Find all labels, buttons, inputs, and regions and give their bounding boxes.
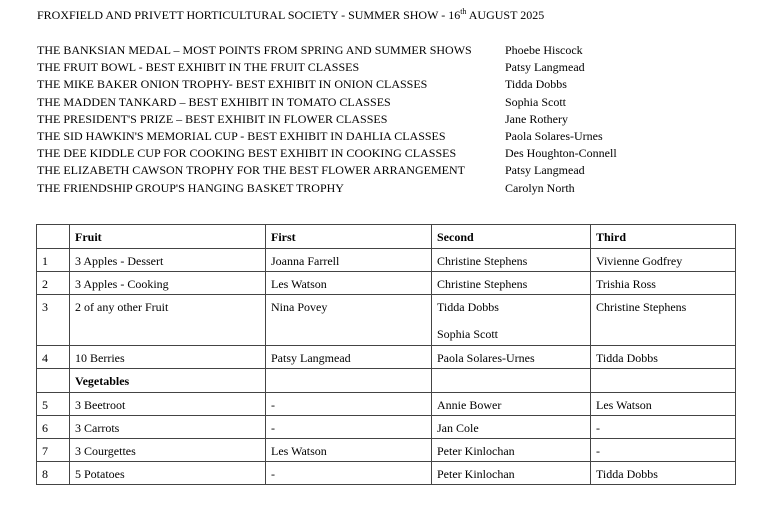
trophy-winner: Patsy Langmead — [505, 60, 585, 75]
header-fruit: Fruit — [70, 225, 266, 249]
class-entry: 5 Potatoes — [70, 462, 266, 485]
table-row — [37, 462, 736, 485]
second-place: Peter Kinlochan — [432, 462, 591, 485]
trophy-name: THE DEE KIDDLE CUP FOR COOKING BEST EXHIBIT IN COOKING CLASSES — [37, 146, 457, 161]
table-row — [37, 346, 736, 369]
class-number: 1 — [37, 249, 70, 272]
trophy-name: THE MIKE BAKER ONION TROPHY- BEST EXHIBIT IN ONION CLASSES — [37, 77, 428, 92]
section-vegetables: Vegetables — [70, 369, 266, 393]
second-place — [432, 295, 591, 346]
third-place: Vivienne Godfrey — [591, 249, 736, 272]
second-place: Peter Kinlochan — [432, 439, 591, 462]
trophy-winner: Jane Rothery — [505, 111, 568, 126]
trophy-winner: Paola Solares-Urnes — [505, 128, 603, 143]
class-entry: 3 Apples - Dessert — [70, 249, 266, 272]
table-row — [37, 439, 736, 462]
trophy-name: THE SID HAWKIN'S MEMORIAL CUP - BEST EXHIBIT IN DAHLIA CLASSES — [37, 128, 446, 143]
trophy-winner: Phoebe Hiscock — [505, 43, 583, 57]
second-place: Christine Stephens — [432, 272, 591, 295]
second-place-name: Tidda Dobbs — [437, 300, 499, 314]
trophy-row — [37, 42, 657, 59]
first-place: - — [266, 393, 432, 416]
trophy-row — [37, 94, 657, 111]
trophy-winner: Tidda Dobbs — [505, 77, 567, 92]
class-entry: 3 Carrots — [70, 416, 266, 439]
third-place: Tidda Dobbs — [591, 462, 736, 485]
class-number: 6 — [37, 416, 70, 439]
trophy-winner: Sophia Scott — [505, 94, 567, 109]
trophy-name: THE BANKSIAN MEDAL – MOST POINTS FROM SPRING AND SUMMER SHOWS — [37, 43, 472, 57]
class-number: 5 — [37, 393, 70, 416]
section-second — [432, 369, 591, 393]
second-place: Christine Stephens — [432, 249, 591, 272]
table-row — [37, 295, 736, 346]
second-place-extra-name: Sophia Scott — [437, 327, 499, 341]
first-place: Les Watson — [266, 439, 432, 462]
third-place: Tidda Dobbs — [591, 346, 736, 369]
third-place: - — [591, 416, 736, 439]
trophy-row — [37, 111, 657, 128]
class-entry: 10 Berries — [70, 346, 266, 369]
first-place: Joanna Farrell — [266, 249, 432, 272]
trophy-row — [37, 59, 657, 76]
class-number: 3 — [37, 295, 70, 346]
table-row — [37, 416, 736, 439]
trophy-name: THE ELIZABETH CAWSON TROPHY FOR THE BEST FLOWER ARRANGEMENT — [37, 163, 465, 178]
class-number: 7 — [37, 439, 70, 462]
trophy-name: THE PRESIDENT'S PRIZE – BEST EXHIBIT IN FLOWER CLASSES — [37, 111, 388, 126]
header-second: Second — [432, 225, 591, 249]
trophy-row — [37, 145, 657, 162]
table-row — [37, 249, 736, 272]
page-title — [37, 8, 544, 23]
third-place: Christine Stephens — [591, 295, 736, 346]
table-row — [37, 393, 736, 416]
trophy-list — [37, 42, 657, 197]
title-main: FROXFIELD AND PRIVETT HORTICULTURAL SOCIETY - SUMMER SHOW - 16 — [37, 8, 461, 22]
class-number: 2 — [37, 272, 70, 295]
second-place: Jan Cole — [432, 416, 591, 439]
title-tail: AUGUST 2025 — [466, 8, 545, 22]
class-entry: 3 Apples - Cooking — [70, 272, 266, 295]
first-place: Nina Povey — [266, 295, 432, 346]
second-place: Annie Bower — [432, 393, 591, 416]
section-header-row — [37, 369, 736, 393]
header-first: First — [266, 225, 432, 249]
third-place: Les Watson — [591, 393, 736, 416]
table-row — [37, 272, 736, 295]
trophy-name: THE FRIENDSHIP GROUP'S HANGING BASKET TROPHY — [37, 180, 344, 195]
class-entry: 3 Courgettes — [70, 439, 266, 462]
first-place: Les Watson — [266, 272, 432, 295]
section-first — [266, 369, 432, 393]
class-entry: 3 Beetroot — [70, 393, 266, 416]
class-number: 4 — [37, 346, 70, 369]
trophy-row — [37, 180, 657, 197]
trophy-row — [37, 128, 657, 145]
trophy-winner: Patsy Langmead — [505, 163, 585, 178]
section-third — [591, 369, 736, 393]
first-place: Patsy Langmead — [266, 346, 432, 369]
trophy-name: THE FRUIT BOWL - BEST EXHIBIT IN THE FRUIT CLASSES — [37, 60, 360, 75]
second-place: Paola Solares-Urnes — [432, 346, 591, 369]
class-entry: 2 of any other Fruit — [70, 295, 266, 346]
trophy-winner: Des Houghton-Connell — [505, 146, 617, 161]
results-table — [36, 224, 736, 485]
trophy-row — [37, 76, 657, 93]
title-ordinal: th — [460, 7, 467, 16]
header-num — [37, 225, 70, 249]
first-place: - — [266, 462, 432, 485]
trophy-winner: Carolyn North — [505, 180, 575, 195]
table-header-row — [37, 225, 736, 249]
class-number: 8 — [37, 462, 70, 485]
first-place: - — [266, 416, 432, 439]
trophy-name: THE MADDEN TANKARD – BEST EXHIBIT IN TOMATO CLASSES — [37, 94, 391, 109]
third-place: Trishia Ross — [591, 272, 736, 295]
third-place: - — [591, 439, 736, 462]
trophy-row — [37, 162, 657, 179]
section-num — [37, 369, 70, 393]
header-third: Third — [591, 225, 736, 249]
